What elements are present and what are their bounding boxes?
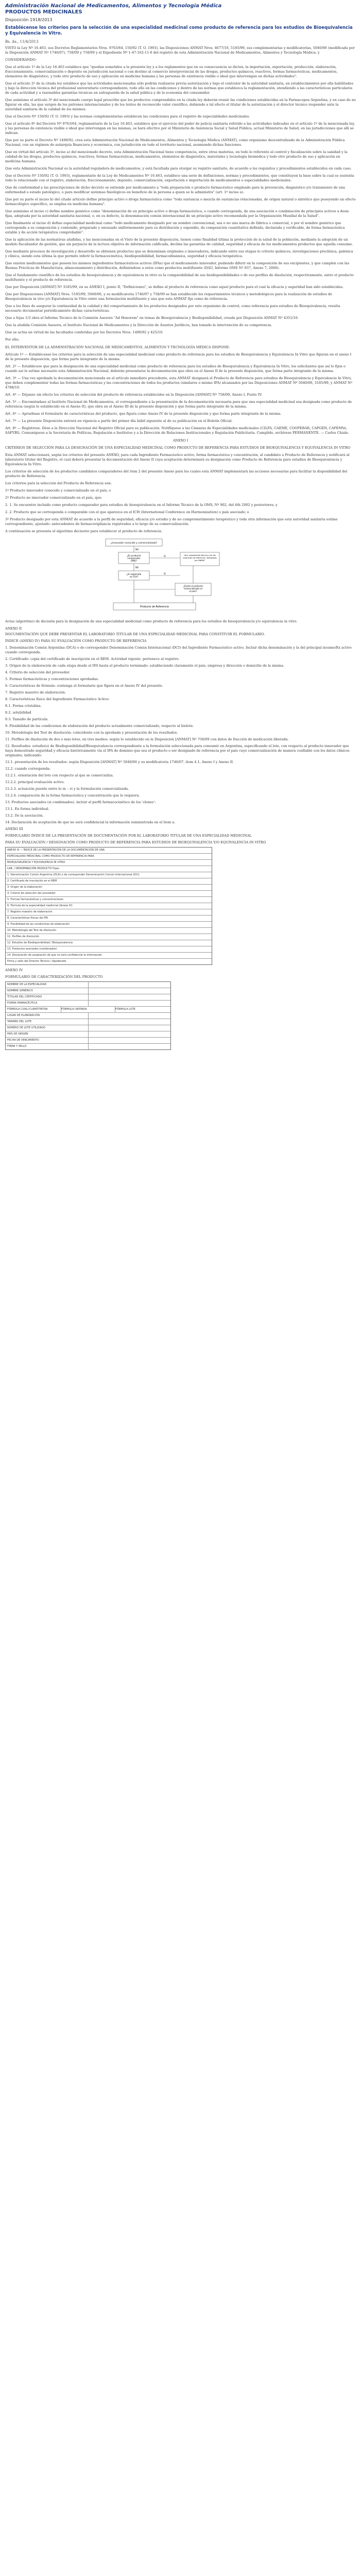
considerando-paragraph: Que esta Administración Nacional es la autoridad reguladora de medicamentos, y está facultada para otorgar su registro sanitario, de acuerdo a los requisitos y procedimientos establecidos en cada caso. bbox=[5, 166, 352, 171]
annex-2-line: 10. Metodología del Test de disolución: coincidente con la aprobada y presentación de los resultados. bbox=[5, 731, 178, 735]
annex-4-title: FORMULARIO DE CARACTERIZACIÓN DEL PRODUCTO bbox=[5, 975, 103, 979]
annex-4-form-cell: NOMBRE GENÉRICO bbox=[7, 988, 89, 994]
considerando-paragraph: Que por Disposiciones [ANMAT] Nros. 5185/99, 5040/06, y su modificatoria 1746/07 y 758/09 se han establecido los requerimientos técnicos y metodológicos para la realización de estudios de Bioequivalencia in vivo y/o Equivalencia in Vitro entre una formulación multifuente y una que esta ANMAT fija como de referencia. bbox=[5, 292, 332, 301]
annex-1-note: Actas (algoritmo) de decisión para la designación de una especialidad medicinal como producto de referencia para los estudios de bioequivalencia y/o equivalencia in vitro. bbox=[5, 619, 298, 623]
considerando-paragraph: Que a fojas 1/3 obra el Informe Técnico de la Comisión Asesora "Ad Honorem" en temas de Bioequivalencia y Biodisponibilidad, creada por Disposición ANMAT Nº 4351/10. bbox=[5, 316, 299, 320]
annex-4-form-row bbox=[6, 1019, 170, 1025]
annex-2-line: 9. Flexibilidad de las condiciones de elaboración del producto actualmente comercializado, respecto al biolote. bbox=[5, 724, 194, 728]
considerando-paragraph: Que finalmente el inciso d) define especialidad medicinal como "todo medicamento designado por un nombre convencional, sea o no una marca de fábrica o comercial, o por el nombre genérico que corresponda a su composición y contenido, preparado y envasado uniformemente para su distribución y expendio, de composición cuantitativa definida, declarada y verificable, de forma farmacéutica estable y de acción terapéutica comprobable". bbox=[5, 221, 345, 234]
section-name: PRODUCTOS MEDICINALES bbox=[5, 9, 82, 15]
authority: EL INTERVENTOR DE LA ADMINISTRACIÓN NACIONAL DE MEDICAMENTOS, ALIMENTOS Y TECNOLOGÍA MÉDICA DISPONE: bbox=[5, 345, 230, 349]
annex-4-form-cell: FÓRMULA CUALI-CUANTITATIVA bbox=[7, 1007, 61, 1012]
annex-4-form-cell: FÓRMULA UNITARIA bbox=[61, 1007, 115, 1012]
annex-2-line: 6. Características de fórmula: contenga el formulario que figura en el Anexo IV del presente. bbox=[5, 684, 163, 688]
annex-2-line: 12.2.4. comparación de la forma farmacéutica y concentración que lo requiera. bbox=[5, 793, 140, 798]
annex-3-form-row: 3. Origen de la elaboración bbox=[6, 885, 212, 891]
disposition-number: Disposición 1918/2013 bbox=[5, 18, 53, 22]
article-paragraph: Art. 8º — Regístrese. Dése a la Dirección Nacional del Registro Oficial para su publicación. Notifíquese a las Cámaras de Especialidades medicinales (CILFA, CAEME, COOPERAR, CAPGEN, CAPEMVe, SAFYBI). Comuníquese a la Secretaría de Políticas, Regulación e Institutos y a la Dirección de Relaciones Institucionales y Regulación Publicitaria. Cumplido, archívese PERMANENTE. — Carlos Chiale. bbox=[5, 426, 349, 435]
annex-2-line: 11. Perfiles de disolución de dos o más lotes, en tres medios: según lo establecido en la Disposición [ANMAT] Nº 758/09 con datos de fracción de medicación liberada. bbox=[5, 737, 289, 741]
annex-3-form-row: 10. Metodología del Test de disolución bbox=[6, 928, 212, 934]
considerando-paragraph: Que en virtud del artículo 3º, inciso a) del mencionado decreto, esta Administración Nacional tiene competencia, entre otras materias, en todo lo referente al control y fiscalización sobre la sanidad y la calidad de las drogas, productos químicos, reactivos, formas farmacéuticas, medicamentos, elementos de diagnóstico, materiales y tecnología biomédica y todo otro producto de uso y aplicación en medicina humana. bbox=[5, 150, 348, 163]
annex-4-form-cell[interactable] bbox=[89, 1001, 169, 1006]
annex-3-form-row: 12. Estudios de Biodisponibilidad / Bioequivalencia bbox=[6, 940, 212, 946]
decision-flowchart bbox=[103, 537, 221, 614]
considerandos bbox=[5, 46, 356, 342]
annex-4-form-cell[interactable] bbox=[89, 1044, 169, 1049]
annex-4-form-cell: FIRMA Y SELLO bbox=[7, 1044, 89, 1049]
document-title: Establécense los criterios para la selección de una especialidad medicinal como producto de referencia para los estudios de Bioequivalencia y Equivalencia In Vitro. bbox=[5, 25, 353, 36]
annex-2-line: ANEXO III bbox=[5, 827, 23, 831]
annex-4-form-row bbox=[6, 988, 170, 994]
considerando-paragraph: Que la aplicación de las normativas aludidas, y las mencionadas en el Visto de la presente disposición, tienen como finalidad última la protección de la salud de la población, mediante la adopción de un modelo fiscalizador de gestión, que sin perjuicio de la lectura objetiva de información calificada, decline las garantías de calidad, seguridad y eficacia de los medicamentos productos que aquella consume. bbox=[5, 238, 353, 246]
annex-2-line: 13.1. En forma individual. bbox=[5, 807, 49, 811]
annex-1-paragraph: Esta ANMAT seleccionará, según los criterios del presente ANEXO, para cada Ingrediente Farmacéutico activo, forma farmacéutica y concentración, al candidato a Producto de Referencia y notificará al laboratorio titular del Registro, el cual deberá presentar la documentación del Anexo II cuya aceptación determinará su designación como Producto de Referencia para estudios de Bioequivalencia y Equivalencia In Vitro. bbox=[5, 453, 350, 466]
annex-3-form-row: 7. Registro maestro de elaboración bbox=[6, 909, 212, 916]
considerando-paragraph: Que el artículo 2º de la citada ley establece que las actividades mencionadas sólo podrán realizarse previa autorización y bajo el contralor de la autoridad sanitaria, en establecimientos por ella habilitados y bajo la dirección técnica del profesional universitario correspondiente, todo ello en las condiciones y dentro de las normas que establezca la reglamentación, atendiendo a las características particulares de cada actividad y a razonables garantías técnicas en salvaguarda de la salud pública y de la economía del consumidor. bbox=[5, 81, 354, 95]
annex-1-paragraph: Los criterios de selección de los productos candidatos comparadores del item 2 del presente Anexo para los cuales esta ANMAT implementará las acciones necesarias para facilitar la disponibilidad del producto de Referencia. bbox=[5, 469, 348, 478]
annex-3-form-row: ESPECIALIDAD MEDICINAL COMO PRODUCTO DE REFERENCIA PARA bbox=[6, 854, 212, 860]
annex-3-form-row: 5. Formas farmacéuticas y concentraciones bbox=[6, 897, 212, 903]
annex-4-form-cell[interactable] bbox=[89, 1013, 169, 1019]
annex-2-line: 8. Características físico del Ingrediente Farmacéutico Activo: bbox=[5, 697, 110, 701]
annex-4-form-row bbox=[6, 994, 170, 1001]
annex-3-form-row: 9. Flexibilidad de las condiciones de elaboración bbox=[6, 922, 212, 928]
considerando-paragraph: Que de conformidad a las prescripciones de dicho decreto se entiende por medicamento a "toda preparación o producto farmacéutico empleado para la prevención, diagnóstico y/o tratamiento de una enfermedad o estado patológico, o para modificar sistemas fisiológicos en beneficio de la persona a quien se le administra" (art. 1º inciso a). bbox=[5, 185, 346, 194]
annex-1-paragraph: 2º Producto no innovador comercializado en el país, que: bbox=[5, 496, 102, 500]
diagram-side-label: Otro, seguimiento técnico o de los productos de referencia / Designado por ANMAT bbox=[183, 554, 217, 562]
article-paragraph: Art. 5º — Encomiéndase al Instituto Nacional de Medicamentos, el correspondiente a la presentación de la documentación necesaria para que una especialidad medicinal sea designada como producto de referencia (según lo establecido en el Anexo II), que obra en el Anexo III de la presente disposición y que forma parte integrante de la misma. bbox=[5, 400, 352, 409]
annex-4-form-row bbox=[6, 1007, 170, 1013]
considerando-paragraph: Que el Decreto Nº 150/92 (T. O. 1993) y las normas complementarias establecen las condiciones para el registro de especialidades medicinales. bbox=[5, 114, 250, 118]
annex-4-form-cell: LUGAR DE ELABORACIÓN bbox=[7, 1013, 89, 1019]
agency-name: Administración Nacional de Medicamentos, Alimentos y Tecnología Médica bbox=[5, 3, 222, 9]
annex-4-form-cell[interactable] bbox=[89, 988, 169, 994]
annex-4-form-row bbox=[6, 1031, 170, 1038]
annex-4-form-cell: NÚMERO DE LOTE UTILIZADO bbox=[7, 1025, 89, 1031]
annex-4-form-cell: FORMA FARMACÉUTICA bbox=[7, 1001, 89, 1006]
annex-4-form-cell: FÓRMULA LOTE bbox=[115, 1008, 135, 1011]
annex-1-after bbox=[5, 619, 356, 624]
annex-4-form-cell: PAÍS DE ORIGEN bbox=[7, 1031, 89, 1037]
annex-4-form-row bbox=[6, 1001, 170, 1007]
diagram-yes-1: SI bbox=[164, 555, 166, 557]
annex-2-line: 12.2.1. orientación del lote con respecto al que se comercializa. bbox=[5, 773, 114, 777]
considerando-paragraph: Que se actúa en virtud de las facultades conferidas por los Decretos Nros. 1490/92 y 425/10. bbox=[5, 330, 164, 334]
article-paragraph: Art. 2º — Establécese que para la designación de una especialidad medicinal como producto de referencia para los estudios de Bioequivalencia y Equivalencia In Vitro, los solicitantes que así lo fijen o cuando así lo estime necesario esta Administración Nacional, deberán presentarse la documentación que obra en el Anexo II de la presente disposición, que forma parte integrante de la misma. bbox=[5, 364, 346, 373]
annex-2-line: 2. Certificado: copia del certificado de inscripción en el REM. Actividad vigente: pertenece al registro. bbox=[5, 657, 180, 661]
annex-3-form-row: 14. Declaración de aceptación de que no será confidencial la información bbox=[6, 953, 212, 959]
diagram-box-3-label: ¿Existe el producto comercializado en el país? bbox=[183, 585, 203, 592]
annex-1-paragraph: 3º Producto designado por esta ANMAT de acuerdo a la perfil de seguridad, eficacia y/o estudio y de no comprometimiento terapéutico y toda otra información que esta autoridad sanitaria estime correspondiente, ajustado: antecedentes de farmacovigilancia registrados a lo largo de su comercialización. bbox=[5, 517, 338, 526]
annex-1-paragraph: A continuación se presenta el algoritmo decisorio para establecer el producto de referencia. bbox=[5, 529, 163, 533]
annex-2-line: PARA SU EVALUACIÓN / DESIGNACIÓN COMO PRODUCTO DE REFERENCIA PARA ESTUDIOS DE BIOEQUIVALENCIA Y/O EQUIVALENCIA IN VITRO bbox=[5, 840, 266, 844]
annex-3-form-row: 8. Características físicas del IFA bbox=[6, 916, 212, 922]
annex-1-paragraph: 2. 1. Se encuentre incluido como producto comparador para estudios de bioequivalencia en el Informe Técnico de la OMS, Nº 902, del 4th 2002 y posteriores; y bbox=[5, 503, 278, 507]
annex-2-line: 8.2. solubilidad bbox=[5, 710, 31, 715]
diagram-no-1: NO bbox=[135, 548, 139, 551]
annex-2-line: 12.2. cuando corresponda: bbox=[5, 767, 51, 771]
annex-2-line: 8.3. Tamaño de partícula. bbox=[5, 717, 49, 721]
annex-4-form-cell: NOMBRE DE LA ESPECIALIDAD bbox=[7, 982, 89, 988]
annex-2-line: 12.1. presentación de los resultados: según Disposición [ANMAT] Nº 5040/06 y su modificatoria 1746/07, ítem 4.1, Anexo I y Anexo II. bbox=[5, 760, 234, 764]
annex-2-line: 14. Declaración de aceptación de que no será confidencial la información suministrada en el ítem a. bbox=[5, 820, 176, 824]
annex-4-form-cell[interactable] bbox=[89, 1031, 169, 1037]
annex-1-paragraph: 1º Producto innovador conocido y comercializado en el país; o bbox=[5, 488, 111, 493]
annex-4-form-cell: FECHA DE VENCIMIENTO bbox=[7, 1038, 89, 1043]
annex-2-line: DOCUMENTACIÓN QUE DEBE PRESENTAR EL LABORATORIO TITULAR DE UNA ESPECIALIDAD MEDICINAL PARA CONSTITUIR EL FORMULARIO. bbox=[5, 632, 265, 636]
considerando-paragraph: Que mediante procesos de investigación y desarrollo se obtienen productos que se denominan originales o innovadores, indicando entre sus etapas lo criterio químicos, investigaciones preclínica, galénica y clínica, siendo esta última la que permite inferir la farmacocinética, biodisponibilidad, farmacodinámica, seguridad y eficacia terapéutica. bbox=[5, 249, 353, 258]
considerando-paragraph: Por ello; bbox=[5, 337, 20, 342]
considerando-paragraph: Que a los fines de asegurar la continuidad de la calidad y del comportamiento de los productos designados por este organismo de control, como referencia para estudios de Bioequivalencia, resulta necesario documentar periódicamente dichas características. bbox=[5, 304, 340, 313]
annex-2 bbox=[5, 632, 356, 845]
annex-4-form-cell[interactable] bbox=[89, 982, 169, 988]
considerando-paragraph: Que por Disposición [ANMAT] Nº 3185/99, en su ANEXO I, punto II, "Definiciones", se define al producto de referencia como aquel producto para el cual la eficacia y seguridad han sido establecidas. bbox=[5, 285, 344, 289]
annex-4-form bbox=[5, 981, 171, 1050]
annex-2-line: 3. Origen de la elaboración de cada etapa desde el IFA hasta el producto terminado: estableciendo claramente el país, empresa y dirección o domicilio de la misma. bbox=[5, 664, 284, 668]
annex-2-line: 13. Productos asociados (si combinados). incluir el perfil farmacocinético de los 'clones': bbox=[5, 800, 156, 804]
annex-2-line: 1. Denominación Común Argentina (DCA) o de corresponder Denominación Común Internacional (DCI) del Ingrediente Farmacéutico activo. Incluir dicha denominación y la del principal insumo/Ex activo cuando corresponda. bbox=[5, 646, 352, 654]
annex-4-form-row bbox=[6, 1025, 170, 1031]
considerando-paragraph: Que el artículo 8º del Decreto Nº 9763/64, reglamentario de la Ley 16.463, establece que el ejercicio del poder de policía sanitaria referido a las actividades indicadas en el artículo 1º de la mencionada ley, y las personas de existencia visible o ideal que intervengan en las mismas, se hará efectivo por el Ministerio de Asistencia Social y Salud Pública, actual Ministerio de Salud, en las jurisdicciones que allí se indican. bbox=[5, 122, 355, 135]
article-paragraph: Art. 7º — La presente Disposición entrará en vigencia a partir del primer día hábil siguiente al de su publicación en el Boletín Oficial. bbox=[5, 419, 233, 423]
annex-3-form-row: 2. Certificado de inscripción en el REM bbox=[6, 878, 212, 885]
considerando-paragraph: CONSIDERANDO: bbox=[5, 58, 37, 62]
annex-4-form-cell[interactable] bbox=[89, 1019, 169, 1025]
annex-3-form-row: Firma y sello del Director Técnico / Apoderado bbox=[7, 960, 66, 963]
annex-1-paragraph: Los criterios para la selección del Producto de Referencia son: bbox=[5, 481, 112, 485]
considerando-paragraph: Que por su parte el Decreto Nº 1490/92, crea esta Administración Nacional de Medicamentos, Alimentos y Tecnología Médica (ANMAT), como organismo descentralizado de la Administración Pública Nacional, con un régimen de autarquía financiera y económica, con jurisdicción en todo el territorio nacional, asumiendo dichas funciones. bbox=[5, 138, 345, 147]
annex-2-line: 5. Formas farmacéuticas y concentraciones aprobadas. bbox=[5, 677, 99, 681]
considerando-paragraph: Que por su parte el inciso b) del citado artículo define principio activo o droga farmacéutica como "toda sustancia o mezcla de sustancias relacionadas, de origen natural o sintético que poseyendo un efecto farmacológico específico, se emplea en medicina humana". bbox=[5, 197, 356, 206]
annex-4-form-cell[interactable] bbox=[89, 1025, 169, 1031]
diagram-yes-2: SI bbox=[164, 572, 166, 575]
annex-2-line: 7. Registro maestro de elaboración. bbox=[5, 690, 66, 694]
article-paragraph: Artículo 1º — Establécense los criterios para la selección de una especialidad medicinal como producto de referencia para los estudios de Bioequivalencia y Equivalencia In Vitro que figuran en el anexo I de la presente disposición, que forma parte integrante de la misma. bbox=[5, 352, 352, 361]
annex-2-line: 8.1. Forma cristalina. bbox=[5, 704, 42, 708]
annex-4-form-row bbox=[6, 1044, 170, 1049]
considerando-paragraph: VISTO la Ley Nº 16.463, sus Decretos Reglamentarios Nros. 9763/64, 150/92 (T. O. 1993), las Disposiciones ANMAT Nros. 4677/10, 5185/99, sus complementarias y modificatorias, 5040/06 (modificada por la Disposición ANMAT Nº 1746/07), 758/09 y 758/09 y el Expediente Nº 1-47-162-11-6 del registro de esta Administración Nacional de Medicamentos, Alimentos y Tecnología Médica; y bbox=[5, 46, 355, 55]
annex-1-paragraph: CRITERIOS DE SELECCIÓN PARA LA DESIGNACIÓN DE UNA ESPECIALIDAD MEDICINAL COMO PRODUCTO DE REFERENCIA PARA ESTUDIOS DE BIOEQUIVALENCIA Y EQUIVALENCIA IN VITRO bbox=[5, 446, 351, 450]
considerando-paragraph: Que el artículo 1º de la Ley 16.463 establece que "quedan sometidos a la presente ley y a los reglamentos que en su consecuencia se dicten, la importación, exportación, producción, elaboración, fraccionamiento, comercialización o depósito en jurisdicción nacional o con destino al comercio interprovincial de las drogas, productos químicos, reactivos, formas farmacéuticas, medicamentos, elementos de diagnóstico, y todo otro producto de uso y aplicación en medicina humana y las personas de existencia visible o ideal que intervengan en dichas actividades". bbox=[5, 65, 338, 78]
annex-3-form-row: 4. Criterio de selección del proveedor bbox=[6, 891, 212, 897]
annex-2-heading: ANEXO II bbox=[5, 626, 22, 631]
annex-2-line: 12.2.3. actuación puente entre lo in – vi y la formulación comercializada. bbox=[5, 787, 129, 791]
annex-1-heading: ANEXO I bbox=[173, 438, 188, 443]
annex-4-form-row bbox=[6, 1013, 170, 1019]
document-date: Bs. As., 11/4/2013 bbox=[5, 40, 39, 44]
annex-3-form-row: LAB. / DENOMINACIÓN PRODUCTO Fojas bbox=[6, 866, 212, 872]
diagram-no-2: NO bbox=[135, 566, 139, 569]
annex-4-form-row bbox=[6, 1038, 170, 1044]
annex-3-form-row: 13. Productos asociados (combinados) bbox=[6, 946, 212, 953]
article-paragraph: Art. 6º — Apruébase el formulario de características del producto, que figura como Anexo IV de la presente disposición y que forma parte integrante de la misma. bbox=[5, 412, 282, 416]
annex-3-form-row: ANEXO III — ÍNDICE DE LA PRESENTACIÓN DE LA DOCUMENTACIÓN DE UNA bbox=[6, 848, 212, 854]
annex-1-paragraph: 2. 2. Producto que se corresponda o comparable con el que aparezca en el ICH (International Conference on Harmonization) o país asociado; o bbox=[5, 510, 249, 514]
annex-2-line: 12. Resultados: estudio(s) de Biodisponibilidad/Bioequivalencia correspondiente a la formulación seleccionada para consumir en Argentina, especificando el lote, con respecto al producto innovador que haya demostrado seguridad y eficacia históricamente vía el IFA de dominio que sea el producto o ser designado de referencia por el país cuyo comercialización de manera confiable con los datos clínicos originales, indicando: bbox=[5, 744, 350, 757]
considerando-paragraph: Que asimismo el artículo 3º del mencionado cuerpo legal prescribe que los productos comprendidos en la citada ley deberán reunir las condiciones establecidas en la Farmacopea Argentina, y en caso de no figurar en ella, las que surgen de los patrones internacionales y de los textos de reconocido valor científico, debiendo a tal efecto el titular de la autorización y el director técnico responder ante la autoridad sanitaria de la calidad de los mismos. bbox=[5, 98, 356, 111]
diagram-bottom-label: Producto de Referencia bbox=[140, 606, 169, 608]
articles bbox=[5, 352, 356, 435]
annex-1 bbox=[5, 446, 356, 534]
annex-3-form-row: 6. Fórmula de la especialidad medicinal (Anexo IV) bbox=[6, 903, 212, 909]
annex-2-line: ÍNDICE (ANEXO IV) PARA SU EVALUACIÓN COMO PRODUCTO DE REFERENCIA bbox=[5, 639, 147, 643]
considerando-paragraph: Que asimismo el inciso c) define nombre genérico como "denominación de un principio activo o droga farmacéutica, o cuando corresponda, de una asociación o combinación de principios activos a dosis fijas, adoptada por la autoridad sanitaria nacional, o, en su defecto, la denominación común internacional de un principio activo recomendada por la Organización Mundial de la Salud". bbox=[5, 209, 349, 218]
diagram-top-label: ¿Innovador conocido y comercializado? bbox=[110, 542, 158, 545]
annex-4-form-cell: TAMAÑO DEL LOTE bbox=[7, 1019, 89, 1025]
decision-algorithm-diagram bbox=[103, 537, 221, 616]
annex-4-form-row bbox=[6, 982, 170, 988]
annex-2-line: 13.2. De la asociación. bbox=[5, 814, 44, 818]
considerando-paragraph: Que existen medicamentos que poseen los mismos ingredientes farmacéuticos activos (IFAs) que el medicamento innovador, pudiendo diferir en la composición de sus excipientes, y que cumplen con las Buenas Prácticas de Manufactura, almacenamiento y distribución, definiéndose a estos como productos multifuente (DAU, Informe OMS Nº 937, Anexo 7, 2006). bbox=[5, 261, 350, 270]
article-paragraph: Art. 4º — Déjanse sin efecto los criterios de selección del producto de referencia establecidos en la Disposición [ANMAT] Nº 758/09, Anexo I, Punto IV. bbox=[5, 393, 262, 397]
annex-4-form-cell[interactable] bbox=[89, 994, 169, 1000]
article-paragraph: Art. 3º — Una vez aprobada la documentación mencionada en el artículo inmediato precedente, esta ANMAT designará el Producto de Referencia para estudios de Bioequivalencia y Equivalencia In Vitro, que deben complementar todas las formas farmacéuticas y las concentraciones de todos los productos (similares o mismo IFA) alcanzados por las Disposiciones ANMAT Nº 5040/06, 3185/99, y ANMAT Nº 4788/10. bbox=[5, 376, 353, 389]
annex-4-heading: ANEXO IV bbox=[5, 968, 23, 972]
annex-2-line: 4. Criterio de selección del proveedor. bbox=[5, 670, 70, 674]
annex-4-form-cell[interactable] bbox=[89, 1038, 169, 1043]
annex-3-form-row: 1. Denominación Común Argentina (DCA) o de corresponder Denominación Común Internacional (DCI) bbox=[6, 872, 212, 878]
annex-3-form-row: 11. Perfiles de disolución bbox=[6, 934, 212, 940]
considerando-paragraph: Que el fundamento científico de los estudios de bioequivalencia y de equivalencia in vitro es la comparabilidad de sus biodisponibilidades o de sus perfiles de disolución, respectivamente, entre el producto multifuente y el producto de referencia. bbox=[5, 273, 354, 282]
annex-3-form-row: BIOEQUIVALENCIA Y EQUIVALENCIA IN VITRO bbox=[6, 860, 212, 866]
annex-2-line: 12.2.2. principal evaluación activo. bbox=[5, 780, 65, 784]
considerando-paragraph: Que la aludida Comisión Asesora, el Instituto Nacional de Medicamentos y la Dirección de Asuntos Jurídicos, han tomado la intervención de su competencia. bbox=[5, 323, 272, 327]
diagram-box-2-label: ¿Sí registrado en ICH? bbox=[126, 573, 142, 578]
annex-3-form bbox=[5, 847, 212, 965]
considerando-paragraph: Que el Decreto Nº 150/92 (T. O. 1993), reglamentario de la Ley de Medicamentos Nº 16.463, establece una serie de definiciones, normas y procedimientos, que constituyen la base sobre la cual se sustenta todo lo relacionado con el registro, elaboración, fraccionamiento, depósito, comercialización, exportación e importación de medicamentos o especialidades medicinales. bbox=[5, 174, 354, 182]
diagram-box-1-label: ¿Es producto comparador OMS? bbox=[127, 554, 141, 562]
annex-2-line: FORMULARIO ÍNDICE DE LA PRESENTACIÓN DE DOCUMENTACIÓN POR EL LABORATORIO TITULAR DE UNA ESPECIALIDAD MEDICINAL bbox=[5, 834, 252, 838]
annex-4-form-cell: TITULAR DEL CERTIFICADO bbox=[7, 994, 89, 1000]
